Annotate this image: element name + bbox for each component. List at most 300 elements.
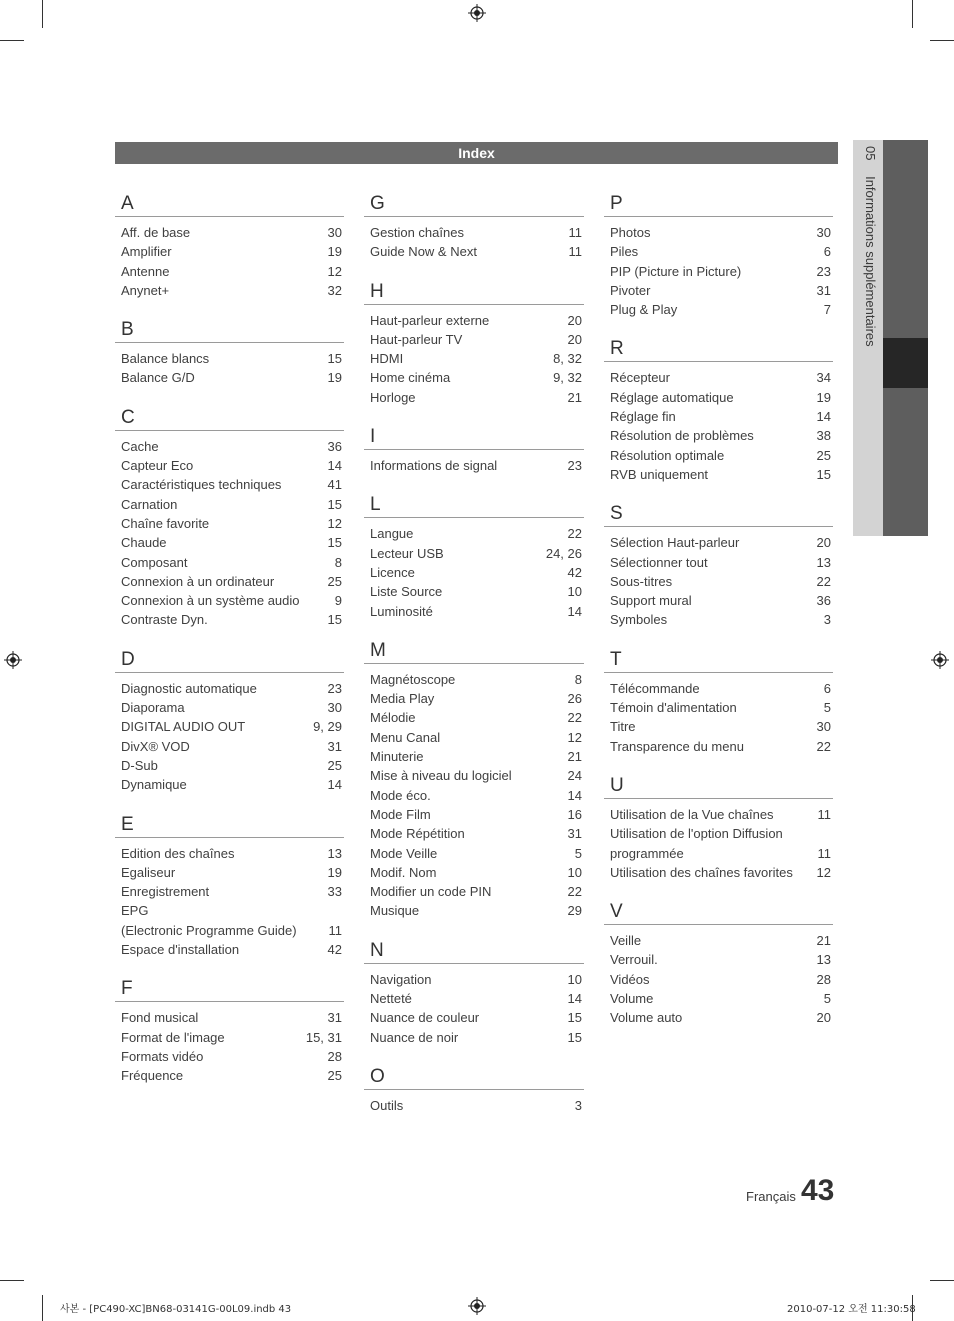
- entry-page: 10: [567, 971, 582, 987]
- entry-page: 23: [567, 458, 582, 474]
- index-entry: [364, 544, 584, 563]
- entry-page: 28: [816, 971, 831, 987]
- entry-name: Horloge: [370, 389, 416, 405]
- entry-page: 6: [823, 680, 831, 696]
- entry-page: 22: [567, 710, 582, 726]
- registration-mark-icon: [931, 651, 949, 669]
- entry-page: 25: [327, 1068, 342, 1084]
- index-section-r: [604, 337, 833, 484]
- entry-page: 21: [567, 389, 582, 405]
- registration-mark-icon: [468, 4, 486, 22]
- index-entry: [364, 582, 584, 601]
- entry-list: [115, 217, 344, 300]
- entry-name: Netteté: [370, 991, 412, 1007]
- entry-name: Symboles: [610, 612, 668, 628]
- entry-list: [364, 1090, 584, 1115]
- entry-page: 11: [568, 244, 582, 260]
- entry-page: 8: [574, 671, 582, 687]
- entry-page: 20: [816, 1010, 831, 1026]
- entry-name: Récepteur: [610, 370, 670, 386]
- section-letter: L: [364, 493, 584, 518]
- index-entry: [364, 786, 584, 805]
- entry-name: Outils: [370, 1097, 404, 1113]
- index-entry: [604, 610, 833, 629]
- entry-page: 30: [816, 225, 831, 240]
- index-section-h: [364, 280, 584, 407]
- entry-name: Amplifier: [121, 244, 172, 260]
- index-entry: [604, 931, 833, 950]
- section-letter: C: [115, 406, 344, 431]
- entry-name: Menu Canal: [370, 729, 441, 745]
- index-entry: [115, 863, 344, 882]
- index-section-s: [604, 502, 833, 629]
- entry-name: Liste Source: [370, 584, 443, 600]
- entry-page: 36: [816, 593, 831, 609]
- index-column-3: [604, 192, 833, 1046]
- index-entry: [364, 242, 584, 261]
- entry-page: 15: [327, 351, 342, 367]
- entry-name: Egaliseur: [121, 864, 176, 880]
- section-letter: E: [115, 813, 344, 838]
- index-entry: [364, 728, 584, 747]
- entry-name: Musique: [370, 903, 420, 919]
- section-letter: S: [604, 502, 833, 527]
- index-section-d: [115, 648, 344, 795]
- entry-name: Sous-titres: [610, 573, 673, 589]
- index-section-v: [604, 900, 833, 1027]
- entry-name: Espace d'installation: [121, 942, 240, 958]
- index-entry: [604, 863, 833, 882]
- index-entry: [604, 407, 833, 426]
- entry-name: Minuterie: [370, 749, 424, 765]
- entry-page: 11: [817, 806, 831, 822]
- index-entry: [364, 602, 584, 621]
- index-entry: [604, 426, 833, 445]
- index-section-l: [364, 493, 584, 620]
- entry-name: Veille: [610, 933, 642, 949]
- page-number: 43: [801, 1174, 835, 1207]
- index-entry: [364, 1028, 584, 1047]
- entry-list: [115, 673, 344, 795]
- entry-list: [604, 217, 833, 319]
- entry-list: [364, 518, 584, 620]
- entry-page: 6: [823, 244, 831, 260]
- entry-name: RVB uniquement: [610, 466, 709, 482]
- entry-page: 7: [823, 302, 831, 318]
- entry-name: Télécommande: [610, 680, 700, 696]
- index-entry: [115, 1066, 344, 1085]
- index-entry: [115, 591, 344, 610]
- crop-mark: [0, 40, 24, 41]
- index-entry: [364, 989, 584, 1008]
- entry-name: Utilisation de la Vue chaînes: [610, 806, 774, 822]
- entry-list: [604, 925, 833, 1027]
- entry-page: 15: [567, 1029, 582, 1045]
- index-section-n: [364, 939, 584, 1047]
- entry-list: [115, 838, 344, 960]
- index-entry: [604, 388, 833, 407]
- index-entry: [115, 475, 344, 494]
- index-column-2: [364, 192, 584, 1133]
- entry-name: Lecteur USB: [370, 545, 444, 561]
- entry-name: Résolution optimale: [610, 447, 725, 463]
- index-entry: [604, 805, 833, 824]
- entry-page: 14: [327, 458, 342, 474]
- index-section-o: [364, 1065, 584, 1115]
- index-entry: [364, 970, 584, 989]
- entry-name: Modif. Nom: [370, 864, 437, 880]
- entry-page: 14: [567, 787, 582, 803]
- entry-name: Gestion chaînes: [370, 225, 464, 240]
- section-letter: D: [115, 648, 344, 673]
- entry-name: Antenne: [121, 263, 170, 279]
- entry-page: 31: [327, 1010, 342, 1026]
- index-entry: [115, 437, 344, 456]
- index-header: Index: [115, 142, 838, 164]
- entry-name: Réglage automatique: [610, 389, 734, 405]
- entry-page: 25: [816, 447, 831, 463]
- chapter-tab-label: [858, 146, 878, 347]
- crop-mark: [912, 0, 913, 28]
- index-entry: [604, 446, 833, 465]
- entry-page: 5: [823, 991, 831, 1007]
- index-entry: [604, 223, 833, 242]
- index-entry: [604, 970, 833, 989]
- entry-page: 19: [327, 864, 342, 880]
- index-entry: [364, 1096, 584, 1115]
- entry-page: 23: [816, 263, 831, 279]
- entry-name: Fréquence: [121, 1068, 184, 1084]
- entry-name: Fond musical: [121, 1010, 199, 1026]
- crop-mark: [930, 40, 954, 41]
- entry-name: Enregistrement: [121, 884, 210, 900]
- entry-list: [364, 664, 584, 921]
- entry-page: 22: [567, 526, 582, 542]
- entry-name: Témoin d'alimentation: [610, 700, 737, 716]
- index-entry: [604, 717, 833, 736]
- entry-name: Format de l'image: [121, 1029, 225, 1045]
- entry-page: 42: [567, 564, 582, 580]
- entry-name: Diagnostic automatique: [121, 680, 257, 696]
- index-entry: [364, 805, 584, 824]
- entry-list: [364, 964, 584, 1047]
- entry-name: Plug & Play: [610, 302, 678, 318]
- entry-page: 19: [327, 244, 342, 260]
- chapter-tab-marker: [883, 338, 928, 388]
- index-entry: [115, 1008, 344, 1027]
- entry-page: 13: [816, 554, 831, 570]
- entry-page: 29: [567, 903, 582, 919]
- entry-name: DivX® VOD: [121, 738, 190, 754]
- entry-name: Connexion à un ordinateur: [121, 573, 275, 589]
- entry-name: DIGITAL AUDIO OUT: [121, 719, 246, 735]
- index-entry: [364, 708, 584, 727]
- entry-page: 36: [327, 438, 342, 454]
- index-entry: [115, 698, 344, 717]
- entry-name: Utilisation de l'option Diffusion programmée: [610, 826, 783, 861]
- index-section-m: [364, 639, 584, 921]
- index-entry: [115, 262, 344, 281]
- entry-name: Dynamique: [121, 777, 187, 793]
- entry-name: Edition des chaînes: [121, 845, 235, 861]
- entry-page: 15: [327, 535, 342, 551]
- entry-name: Cache: [121, 438, 159, 454]
- entry-name: Anynet+: [121, 282, 170, 298]
- section-letter: M: [364, 639, 584, 664]
- entry-page: 13: [327, 845, 342, 861]
- index-entry: [115, 1047, 344, 1066]
- entry-page: 5: [823, 700, 831, 716]
- index-entry: [364, 824, 584, 843]
- entry-name: Diaporama: [121, 700, 185, 716]
- index-entry: [604, 591, 833, 610]
- entry-page: 5: [574, 845, 582, 861]
- entry-name: Réglage fin: [610, 409, 676, 425]
- index-entry: [115, 456, 344, 475]
- index-entry: [604, 281, 833, 300]
- index-section-u: [604, 774, 833, 882]
- entry-name: Nuance de noir: [370, 1029, 459, 1045]
- index-entry: [115, 901, 344, 940]
- index-entry: [115, 349, 344, 368]
- entry-name: Home cinéma: [370, 370, 451, 386]
- entry-page: 24: [567, 768, 582, 784]
- entry-name: EPG (Electronic Programme Guide): [121, 903, 297, 938]
- entry-name: Modifier un code PIN: [370, 884, 492, 900]
- entry-name: Haut-parleur externe: [370, 312, 490, 328]
- entry-name: PIP (Picture in Picture): [610, 263, 742, 279]
- entry-name: Mélodie: [370, 710, 416, 726]
- entry-page: 12: [567, 729, 582, 745]
- entry-page: 30: [816, 719, 831, 735]
- entry-name: Capteur Eco: [121, 458, 194, 474]
- index-entry: [364, 766, 584, 785]
- entry-name: Aff. de base: [121, 225, 191, 240]
- entry-page: 34: [816, 370, 831, 386]
- index-entry: [115, 514, 344, 533]
- section-letter: G: [364, 192, 584, 217]
- index-section-i: [364, 425, 584, 475]
- entry-name: Vidéos: [610, 971, 650, 987]
- section-letter: O: [364, 1065, 584, 1090]
- index-entry: [115, 368, 344, 387]
- index-entry: [364, 689, 584, 708]
- entry-list: [604, 527, 833, 629]
- index-entry: [604, 368, 833, 387]
- index-entry: [604, 465, 833, 484]
- section-letter: P: [604, 192, 833, 217]
- entry-name: Volume auto: [610, 1010, 683, 1026]
- entry-name: Caractéristiques techniques: [121, 477, 282, 493]
- entry-page: 41: [327, 477, 342, 493]
- section-letter: N: [364, 939, 584, 964]
- index-entry: [364, 670, 584, 689]
- entry-name: Nuance de couleur: [370, 1010, 480, 1026]
- entry-name: Mode Film: [370, 806, 431, 822]
- index-entry: [364, 349, 584, 368]
- entry-name: Piles: [610, 244, 639, 260]
- entry-list: [364, 450, 584, 475]
- chapter-title: Informations supplémentaires: [863, 176, 878, 347]
- entry-page: 11: [817, 845, 831, 861]
- index-entry: [115, 242, 344, 261]
- entry-name: Composant: [121, 554, 188, 570]
- index-entry: [115, 775, 344, 794]
- index-entry: [115, 737, 344, 756]
- entry-page: 20: [567, 331, 582, 347]
- entry-name: Balance blancs: [121, 351, 210, 367]
- index-entry: [364, 368, 584, 387]
- index-entry: [115, 610, 344, 629]
- print-slug-left: 사본 - [PC490-XC]BN68-03141G-00L09.indb 43: [60, 1304, 292, 1315]
- index-entry: [364, 330, 584, 349]
- entry-page: 9, 29: [313, 719, 342, 735]
- index-entry: [115, 756, 344, 775]
- entry-name: Formats vidéo: [121, 1048, 204, 1064]
- entry-page: 24, 26: [545, 545, 582, 561]
- index-entry: [364, 747, 584, 766]
- index-entry: [364, 863, 584, 882]
- entry-page: 30: [327, 225, 342, 240]
- entry-page: 21: [567, 749, 582, 765]
- index-entry: [364, 223, 584, 242]
- entry-page: 15, 31: [305, 1029, 342, 1045]
- entry-page: 20: [567, 312, 582, 328]
- entry-name: D-Sub: [121, 757, 158, 773]
- index-entry: [604, 572, 833, 591]
- entry-list: [364, 217, 584, 262]
- entry-name: Mode éco.: [370, 787, 431, 803]
- index-entry: [604, 698, 833, 717]
- entry-name: HDMI: [370, 351, 404, 367]
- entry-name: Transparence du menu: [610, 738, 744, 754]
- index-entry: [604, 533, 833, 552]
- section-letter: U: [604, 774, 833, 799]
- index-entry: [364, 1008, 584, 1027]
- entry-name: Sélectionner tout: [610, 554, 708, 570]
- print-slug-right: 2010-07-12 오전 11:30:58: [787, 1304, 916, 1315]
- entry-page: 8, 32: [553, 351, 582, 367]
- section-letter: V: [604, 900, 833, 925]
- entry-page: 31: [567, 826, 582, 842]
- index-entry: [115, 572, 344, 591]
- entry-list: [115, 431, 344, 630]
- entry-page: 11: [568, 225, 582, 240]
- index-entry: [364, 388, 584, 407]
- section-letter: H: [364, 280, 584, 305]
- entry-name: Sélection Haut-parleur: [610, 535, 740, 551]
- entry-page: 3: [574, 1097, 582, 1113]
- entry-name: Langue: [370, 526, 414, 542]
- index-entry: [604, 300, 833, 319]
- entry-page: 10: [567, 584, 582, 600]
- index-section-b: [115, 318, 344, 388]
- index-entry: [604, 737, 833, 756]
- index-entry: [115, 940, 344, 959]
- entry-page: 21: [816, 933, 831, 949]
- entry-page: 13: [816, 952, 831, 968]
- index-entry: [604, 950, 833, 969]
- index-entry: [604, 242, 833, 261]
- entry-name: Mode Veille: [370, 845, 438, 861]
- index-entry: [364, 844, 584, 863]
- entry-page: 14: [816, 409, 831, 425]
- entry-page: 14: [327, 777, 342, 793]
- entry-page: 32: [327, 282, 342, 298]
- section-letter: A: [115, 192, 344, 217]
- footer-language: Français: [746, 1189, 796, 1204]
- entry-page: 14: [567, 603, 582, 619]
- index-entry: [364, 882, 584, 901]
- entry-page: 15: [816, 466, 831, 482]
- index-entry: [115, 281, 344, 300]
- crop-mark: [0, 1280, 24, 1281]
- index-entry: [115, 533, 344, 552]
- entry-name: Licence: [370, 564, 415, 580]
- index-entry: [364, 311, 584, 330]
- entry-page: 22: [816, 738, 831, 754]
- entry-name: Photos: [610, 225, 651, 240]
- index-entry: [115, 882, 344, 901]
- entry-name: Support mural: [610, 593, 692, 609]
- entry-page: 8: [334, 554, 342, 570]
- entry-name: Volume: [610, 991, 654, 1007]
- crop-mark: [42, 0, 43, 28]
- crop-mark: [42, 1295, 43, 1321]
- index-entry: [604, 824, 833, 863]
- entry-page: 9, 32: [553, 370, 582, 386]
- index-entry: [115, 1028, 344, 1047]
- section-letter: T: [604, 648, 833, 673]
- entry-name: Balance G/D: [121, 370, 195, 386]
- index-entry: [604, 262, 833, 281]
- index-entry: [604, 1008, 833, 1027]
- index-section-c: [115, 406, 344, 630]
- index-section-e: [115, 813, 344, 960]
- entry-page: 38: [816, 428, 831, 444]
- entry-name: Mode Répétition: [370, 826, 465, 842]
- entry-name: Contraste Dyn.: [121, 612, 208, 628]
- section-letter: R: [604, 337, 833, 362]
- section-letter: I: [364, 425, 584, 450]
- entry-page: 12: [327, 263, 342, 279]
- entry-list: [115, 1002, 344, 1085]
- registration-mark-icon: [468, 1297, 486, 1315]
- entry-name: Titre: [610, 719, 636, 735]
- entry-page: 12: [327, 515, 342, 531]
- section-letter: B: [115, 318, 344, 343]
- registration-mark-icon: [4, 651, 22, 669]
- index-entry: [115, 679, 344, 698]
- entry-page: 31: [327, 738, 342, 754]
- index-section-a: [115, 192, 344, 300]
- entry-page: 30: [327, 700, 342, 716]
- entry-page: 15: [327, 612, 342, 628]
- entry-page: 15: [567, 1010, 582, 1026]
- entry-name: Utilisation des chaînes favorites: [610, 864, 793, 880]
- entry-name: Haut-parleur TV: [370, 331, 463, 347]
- index-entry: [364, 901, 584, 920]
- entry-list: [364, 305, 584, 407]
- index-column-1: [115, 192, 344, 1104]
- entry-name: Connexion à un système audio: [121, 593, 300, 609]
- entry-page: 15: [327, 496, 342, 512]
- crop-mark: [930, 1280, 954, 1281]
- section-letter: F: [115, 977, 344, 1002]
- entry-page: 10: [567, 864, 582, 880]
- entry-list: [604, 362, 833, 484]
- index-entry: [364, 456, 584, 475]
